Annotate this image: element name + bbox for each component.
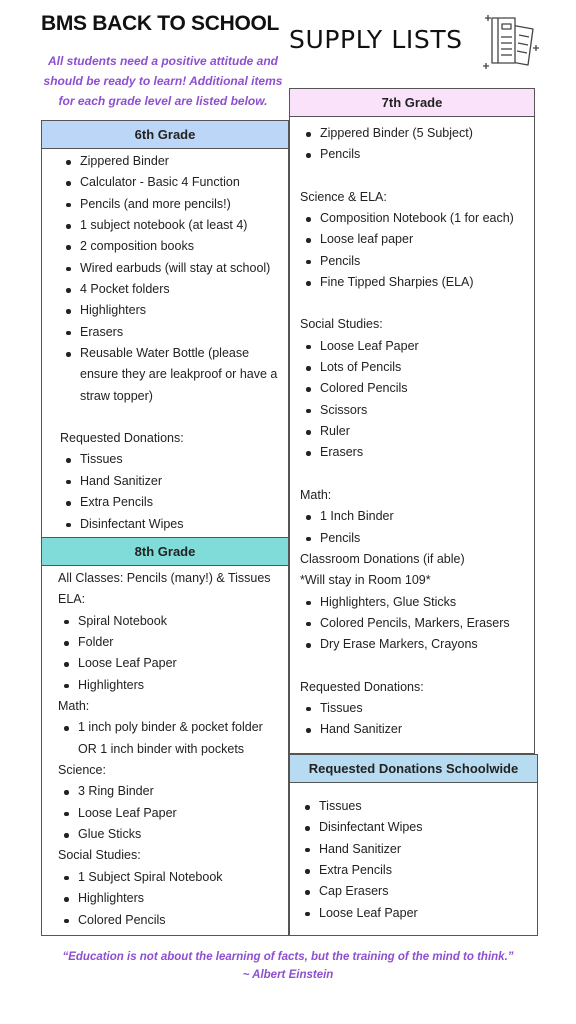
grade7-classroom-note: *Will stay in Room 109* [300, 573, 431, 588]
list-item: 1 Subject Spiral Notebook [58, 867, 284, 888]
list-item: Loose leaf paper [300, 229, 532, 250]
list-item: Tissues [299, 796, 533, 817]
list-item: Extra Pencils [299, 860, 533, 881]
list-item: 4 Pocket folders [60, 279, 284, 300]
grade7-donations-label: Requested Donations: [300, 679, 424, 694]
intro-text: All students need a positive attitude and should be ready to learn! Additional items for each grade level are listed below. [43, 54, 283, 108]
list-item: Erasers [300, 442, 532, 463]
grade8-math-label: Math: [58, 699, 90, 714]
grade8-social-label: Social Studies: [58, 848, 141, 863]
quote-text: “Education is not about the learning of facts, but the training of the mind to think.” [62, 951, 514, 963]
grade8-ela-label: ELA: [58, 592, 86, 607]
list-item: Highlighters [58, 675, 284, 696]
list-item: Loose Leaf Paper [58, 653, 284, 674]
grade7-social-label: Social Studies: [300, 317, 383, 332]
list-item: Scissors [300, 400, 532, 421]
list-item: Tissues [300, 698, 532, 719]
list-item: 3 Ring Binder [58, 781, 284, 802]
list-item: Extra Pencils [60, 492, 284, 513]
list-item: Loose Leaf Paper [300, 336, 532, 357]
list-item: Zippered Binder [60, 151, 284, 172]
quote [40, 948, 536, 984]
list-item: Reusable Water Bottle (please ensure they are leakproof or have a straw topper) [60, 343, 284, 407]
grade7-header: 7th Grade [289, 88, 535, 117]
list-item: Folder [58, 632, 284, 653]
grade6-list [60, 151, 284, 535]
list-item: Cap Erasers [299, 881, 533, 902]
page-subtitle: SUPPLY LISTS [289, 25, 463, 54]
grade7-science-ela-label: Science & ELA: [300, 189, 387, 204]
list-item: Colored Pencils, Markers, Erasers [300, 613, 532, 634]
list-item: Glue Sticks [58, 824, 284, 845]
list-item: Tissues [60, 449, 284, 470]
list-item: Dry Erase Markers, Crayons [300, 634, 532, 655]
list-item: Hand Sanitizer [60, 471, 284, 492]
list-item: Colored Pencils [300, 378, 532, 399]
list-item: Pencils [300, 251, 532, 272]
quote-author: ~ Albert Einstein [242, 969, 334, 981]
list-item: Hand Sanitizer [300, 719, 532, 740]
schoolwide-list [299, 796, 533, 924]
schoolwide-header: Requested Donations Schoolwide [289, 754, 538, 783]
list-item: Loose Leaf Paper [58, 803, 284, 824]
list-item: Zippered Binder (5 Subject) [300, 123, 532, 144]
list-item: 1 inch poly binder & pocket folder OR 1 inch binder with pockets [58, 717, 284, 760]
grade6-donations-label: Requested Donations: [60, 431, 184, 446]
grade7-classroom-label: Classroom Donations (if able) [300, 551, 465, 566]
list-item: Erasers [60, 322, 284, 343]
list-item: Disinfectant Wipes [60, 514, 284, 535]
grade7-list [300, 123, 532, 741]
list-item: Disinfectant Wipes [299, 817, 533, 838]
list-item: Highlighters, Glue Sticks [300, 592, 532, 613]
grade8-list [58, 568, 284, 931]
list-item: Wired earbuds (will stay at school) [60, 258, 284, 279]
list-item: Lots of Pencils [300, 357, 532, 378]
list-item: Highlighters [58, 888, 284, 909]
list-item: Fine Tipped Sharpies (ELA) [300, 272, 532, 293]
list-item: Composition Notebook (1 for each) [300, 208, 532, 229]
list-item: Ruler [300, 421, 532, 442]
grade8-science-label: Science: [58, 763, 106, 778]
list-item: Hand Sanitizer [299, 839, 533, 860]
list-item: Pencils [300, 528, 532, 549]
list-item: 1 subject notebook (at least 4) [60, 215, 284, 236]
list-item: Pencils [300, 144, 532, 165]
notebook-icon [481, 13, 541, 71]
grade8-all-classes: All Classes: Pencils (many!) & Tissues [58, 571, 271, 585]
list-item: Spiral Notebook [58, 611, 284, 632]
list-item: Pencils (and more pencils!) [60, 194, 284, 215]
grade6-header: 6th Grade [41, 120, 289, 149]
list-item: Calculator - Basic 4 Function [60, 172, 284, 193]
grade7-math-label: Math: [300, 487, 332, 502]
list-item: 2 composition books [60, 236, 284, 257]
page-title: BMS BACK TO SCHOOL [41, 12, 280, 35]
list-item: 1 Inch Binder [300, 506, 532, 527]
list-item: Loose Leaf Paper [299, 903, 533, 924]
grade8-header: 8th Grade [41, 537, 289, 566]
list-item: Highlighters [60, 300, 284, 321]
list-item: Colored Pencils [58, 910, 284, 931]
